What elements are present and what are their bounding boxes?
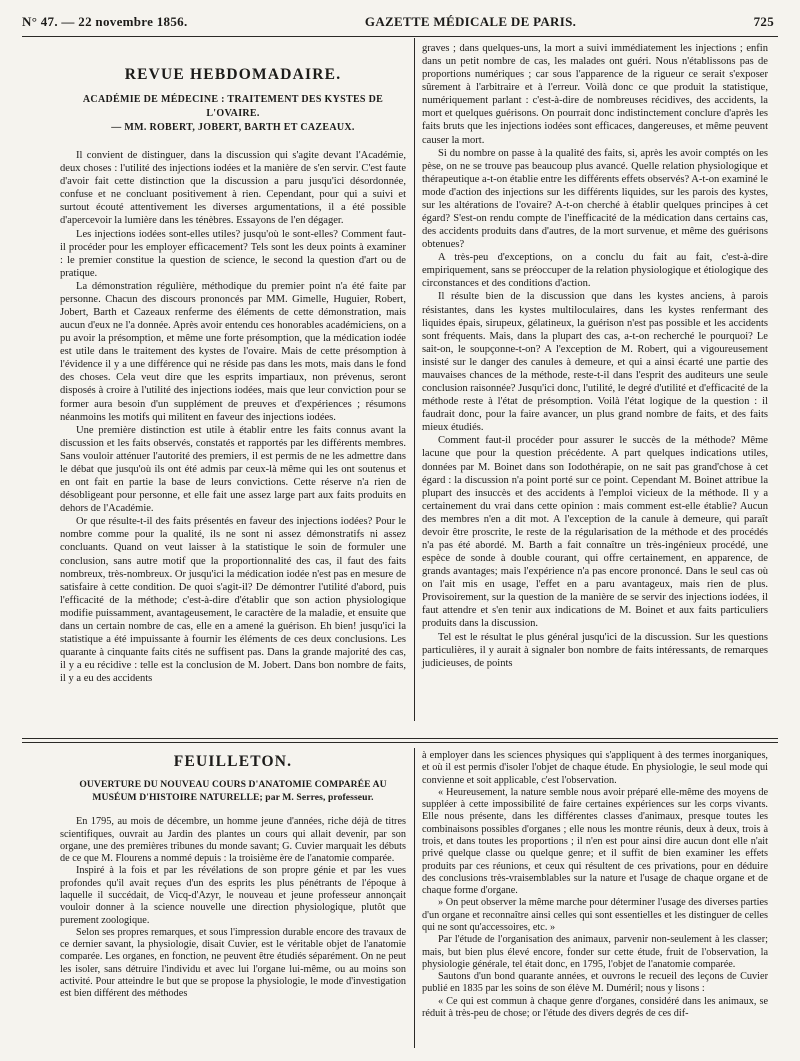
revue-paragraph: A très-peu d'exceptions, on a conclu du fait au fait, c'est-à-dire empiriquement, sans se préoccuper de la relation physiologique et étiologique des circonstances et des conditions d'action. bbox=[422, 252, 768, 290]
feuilleton-paragraph: » On peut observer la même marche pour déterminer l'usage des diverses parties d'un organe et reconnaître ainsi celles qui sont essentielles et les distinguer de celles qui ne sont qu'accessoires, etc. » bbox=[422, 897, 768, 933]
feuilleton-rule-top bbox=[22, 738, 778, 739]
column-divider bbox=[414, 38, 415, 721]
revue-title: REVUE HEBDOMADAIRE. bbox=[124, 66, 342, 83]
revue-left-column bbox=[60, 38, 406, 685]
revue-paragraph: Il convient de distinguer, dans la discussion qui s'agite devant l'Académie, deux choses : l'utilité des injections iodées et la manière de s'en servir. C'est faute d'avoir fait cette distinction que la discussion a paru jusqu'ici désordonnée, confuse et ne concluant positivement à rien. Cependant, pour qui a suivi et surtout écouté attentivement les diverses argumentations, il a été possible d'apercevoir la lumière dans les ténèbres. Essayons de l'en dégager. bbox=[60, 150, 406, 227]
feuilleton-column-divider bbox=[414, 748, 415, 1048]
feuilleton-rule-bottom bbox=[22, 742, 778, 743]
revue-subtitle-line2: — MM. ROBERT, JOBERT, BARTH ET CAZEAUX. bbox=[111, 122, 355, 134]
revue-paragraph: graves ; dans quelques-uns, la mort a suivi immédiatement les injections ; enfin dans un petit nombre de cas, les malades ont guéri. Nous n'établissons pas de proportions numériques ; car sous l'apparence de la rigueur ce serait s'exposer sûrement à l'arbitraire et à l'erreur. Voilà donc ce que produit la statistique, numériquement parlant : c'est-à-dire de nombreuses récidives, des accidents, la mort et quelques guérisons. On pourrait donc indistinctement conclure d'après les faits bruts que les injections iodées sont efficaces, dangereuses, et même peuvent causer la mort. bbox=[422, 43, 768, 146]
revue-paragraph: Comment faut-il procéder pour assurer le succès de la méthode? Même lacune que pour la question précédente. A part quelques indications utiles, données par M. Boinet dans son Iodothérapie, on ne sait pas grand'chose à cet égard : la discussion n'a point porté sur ce point. Cependant M. Boinet attribue la plupart des insuccès et des accidents à l'emploi vicieux de la méthode. Il y a certainement du vrai dans cette opinion : mais comment est-elle établie? Aucun des membres n'en a dit mot. A l'exception de la canule à demeure, qui paraît devoir être proscrite, le reste de la régularisation de la méthode et des procédés n'a pas été abordé. M. Barth a fait connaître un très-ingénieux procédé, une espèce de sonde à double courant, qui offre certainement, en apparence, de grands avantages; mais l'expérience n'a pas encore prononcé. Dans le seul cas où on l'ait mis en usage, l'effet en a paru avantageux, mais rien de plus. Provisoirement, sur la question de la manière de se servir des injections iodées, il faut attendre et s'en tenir aux indications de M. Boinet et aux faits particuliers produits dans la discussion. bbox=[422, 435, 768, 630]
revue-paragraph: Si du nombre on passe à la qualité des faits, si, après les avoir comptés on les pèse, on ne se trouve pas beaucoup plus avancé. Quelle relation physiologique et thérapeutique a-t-on établie entre les différents effets observés? A-t-on examiné le mode d'action des injections sur les différents liquides, sur les parois des kystes, sur les altérations de l'ovaire? A-t-on cherché à établir quelques principes à cet égard? S'est-on rendu compte de l'inefficacité de la médication dans certains cas, des accidents produits dans d'autres, de la mort survenue, et même des guérisons obtenues? bbox=[422, 147, 768, 251]
revue-paragraph: Il résulte bien de la discussion que dans les kystes anciens, à parois résistantes, dans les kystes multiloculaires, dans les kystes renfermant des liquides épais, sirupeux, gélatineux, la guérison n'est pas possible et les accidents sont fréquents. Mais, dans la plupart des cas, a-t-on recherché le pourquoi? Le sait-on, le soupçonne-t-on? A l'exception de M. Robert, qui a vigoureusement insisté sur le danger des canules à demeure, et qui a ainsi écarté une partie des mauvaises chances de la méthode, reste-t-il dans l'esprit des auditeurs une seule conclusion raisonnée? Jusqu'ici donc, l'utilité, le degré d'utilité et d'efficacité de la méthode reste à l'état de présomption. Voilà l'état logique de la question : il faudrait donc, pour la faire avancer, un plus grand nombre de faits, et des faits mieux étudiés. bbox=[422, 291, 768, 434]
feuilleton-paragraph: Selon ses propres remarques, et sous l'impression durable encore des travaux de ce dernier savant, la physiologie, disait Cuvier, est le véritable objet de l'anatomie comparée. Les organes, en fonction, ne peuvent être étudiés séparément. On ne peut les isoler, sans détruire l'individu et avec lui l'organe lui-même, ou au moins son activité. Pour atteindre le but que se propose la physiologie, le mode d'investigation est bien différent des méthodes bbox=[60, 926, 406, 1000]
feuilleton-paragraph: Inspiré à la fois et par les révélations de son propre génie et par les vues profondes qu'il avait reçues d'un des esprits les plus pénétrants de l'époque à laquelle il succédait, de Vicq-d'Azyr, le nouveau et jeune professeur annonçait vouloir donner à la science nouvelle une direction physiologique, plutôt que purement zoologique. bbox=[60, 865, 406, 926]
revue-paragraph: Tel est le résultat le plus général jusqu'ici de la discussion. Sur les questions particulières, il y aurait à signaler bon nombre de faits intéressants, de remarques judicieuses, de points bbox=[422, 631, 768, 669]
feuilleton-left-body bbox=[60, 816, 406, 1000]
page-header bbox=[22, 14, 774, 32]
revue-paragraph: Les injections iodées sont-elles utiles? jusqu'où le sont-elles? Comment faut-il procéder pour les employer efficacement? Tels sont les deux points à examiner : le premier constitue la question de science, le second la question d'art ou de pratique. bbox=[60, 228, 406, 279]
feuilleton-right-body bbox=[422, 750, 768, 1020]
issue-number: N° 47. — 22 novembre 1856. bbox=[22, 14, 188, 29]
revue-right-column bbox=[422, 42, 768, 670]
journal-title: GAZETTE MÉDICALE DE PARIS. bbox=[364, 14, 577, 29]
revue-subtitle bbox=[60, 93, 406, 135]
revue-right-body bbox=[422, 42, 768, 670]
revue-paragraph: La démonstration régulière, méthodique du premier point n'a été faite par personne. Chacun des discours prononcés par MM. Gimelle, Huguier, Robert, Jobert, Barth et Cazeaux renferme des éléments de cette démonstration, mais aucun d'eux ne l'a donnée. Après avoir entendu ces honorables académiciens, on a pu avoir la présomption, et même une forte présomption, que la médication iodée est utile dans le traitement des kystes de l'ovaire. Mais de cette présomption à l'évidence il y a une différence qui ne réside pas dans les mots, mais dans le fond des choses. Cela veut dire que les esprits impartiaux, non prévenus, seront disposés à croire à l'utilité des injections iodées, mais que leur conviction pour se former aura besoin d'un supplément de preuves et d'expériences ; résumons néanmoins les motifs qui militent en faveur des injections iodées. bbox=[60, 280, 406, 423]
feuilleton-right-column bbox=[422, 750, 768, 1020]
revue-paragraph: Une première distinction est utile à établir entre les faits connus avant la discussion et les faits observés, constatés et rapportés par les différents membres. Sans vouloir atténuer l'autorité des premiers, il est permis de ne les admettre dans le débat que jusqu'où ils ont été admis par ceux-là même qui les ont soutenus et en ont fait en partie la base de leurs convictions. Cette réserve n'a rien de désobligeant pour personne, et elle fait une assez large part aux faits produits en dehors de l'Académie. bbox=[60, 424, 406, 515]
revue-subtitle-line1: ACADÉMIE DE MÉDECINE : TRAITEMENT DES KYSTES DE L'OVAIRE. bbox=[82, 94, 384, 120]
revue-left-body bbox=[60, 149, 406, 685]
revue-paragraph: Or que résulte-t-il des faits présentés en faveur des injections iodées? Pour le nombre comme pour la qualité, ils ne sont ni assez démonstratifs ni assez concluants. Quand on veut laisser à la statistique le soin de formuler une conclusion, sans autre motif que la proportionnalité des cas, il faut des faits nombreux, très-nombreux. Or jusqu'ici la médication iodée n'est pas en mesure de satisfaire à cette condition. De quoi s'agit-il? De démontrer l'utilité d'abord, puis l'efficacité de la méthode; c'est-à-dire d'établir que son action physiologique modifie puissamment, avantageusement, le caractère de la maladie, et ensuite que dans un certain nombre de cas, elle en a amené la guérison. Eh bien! jusqu'ici la statistique a été impuissante à fournir les éléments de ces deux conclusions. Les quarante à cinquante faits cités ne suffisent pas. Dans la grande majorité des cas, il y a eu récidive : telle est la conclusion de M. Jobert. Dans bon nombre de faits, il y a eu des accidents bbox=[60, 516, 406, 685]
feuilleton-paragraph: « Ce qui est commun à chaque genre d'organes, considéré dans les animaux, se réduit à très-peu de chose; or l'étude des divers degrés de ces dif- bbox=[422, 995, 768, 1019]
feuilleton-paragraph: Sautons d'un bond quarante années, et ouvrons le recueil des leçons de Cuvier publié en 1835 par les soins de son élève M. Duméril; nous y lisons : bbox=[422, 971, 768, 995]
header-rule bbox=[22, 36, 778, 37]
page-number: 725 bbox=[753, 14, 774, 29]
feuilleton-paragraph: Par l'étude de l'organisation des animaux, parvenir non-seulement à les classer; mais, but bien plus élevé encore, fonder sur cette étude, fruit de l'observation, la physiologie générale, tel était donc, en 1795, l'objet de l'anatomie comparée. bbox=[422, 934, 768, 970]
feuilleton-title: FEUILLETON. bbox=[173, 753, 293, 770]
feuilleton-paragraph: « Heureusement, la nature semble nous avoir préparé elle-même des moyens de suppléer à cette impossibilité de faire certaines expériences sur les corps vivants. Elle nous présente, dans les différentes classes d'animaux, presque toutes les combinaisons possibles d'organes ; elle nous les montre réunis, deux à deux, trois à trois, et dans toutes les proportions ; il n'en est pour ainsi dire aucun dont elle n'ait privé quelque classe ou quelque genre; et il suffit de bien examiner les effets produits par ces réunions, et ceux qui résultent de ces privations, pour en déduire des conclusions très-vraisemblables sur la nature et l'usage de chaque organe et de chaque forme d'organe. bbox=[422, 786, 768, 897]
feuilleton-left-column bbox=[60, 750, 406, 1001]
feuilleton-paragraph: à employer dans les sciences physiques qui s'appliquent à des termes inorganiques, et où il est permis d'isoler l'objet de chaque étude. En physiologie, le seul mode qui convienne et soit applicable, c'est l'observation. bbox=[422, 750, 768, 786]
feuilleton-paragraph: En 1795, au mois de décembre, un homme jeune d'années, riche déjà de titres scientifiques, ouvrait au Jardin des plantes un cours qui allait devenir, par son organe, une des premières tribunes du monde savant; G. Cuvier marquait les débuts de ce que M. Flourens a nommé depuis : la troisième ère de l'anatomie comparée. bbox=[60, 816, 406, 865]
feuilleton-subtitle: OUVERTURE DU NOUVEAU COURS D'ANATOMIE COMPARÉE AU MUSÉUM D'HISTOIRE NATURELLE; par M. Serres, professeur. bbox=[79, 779, 387, 804]
